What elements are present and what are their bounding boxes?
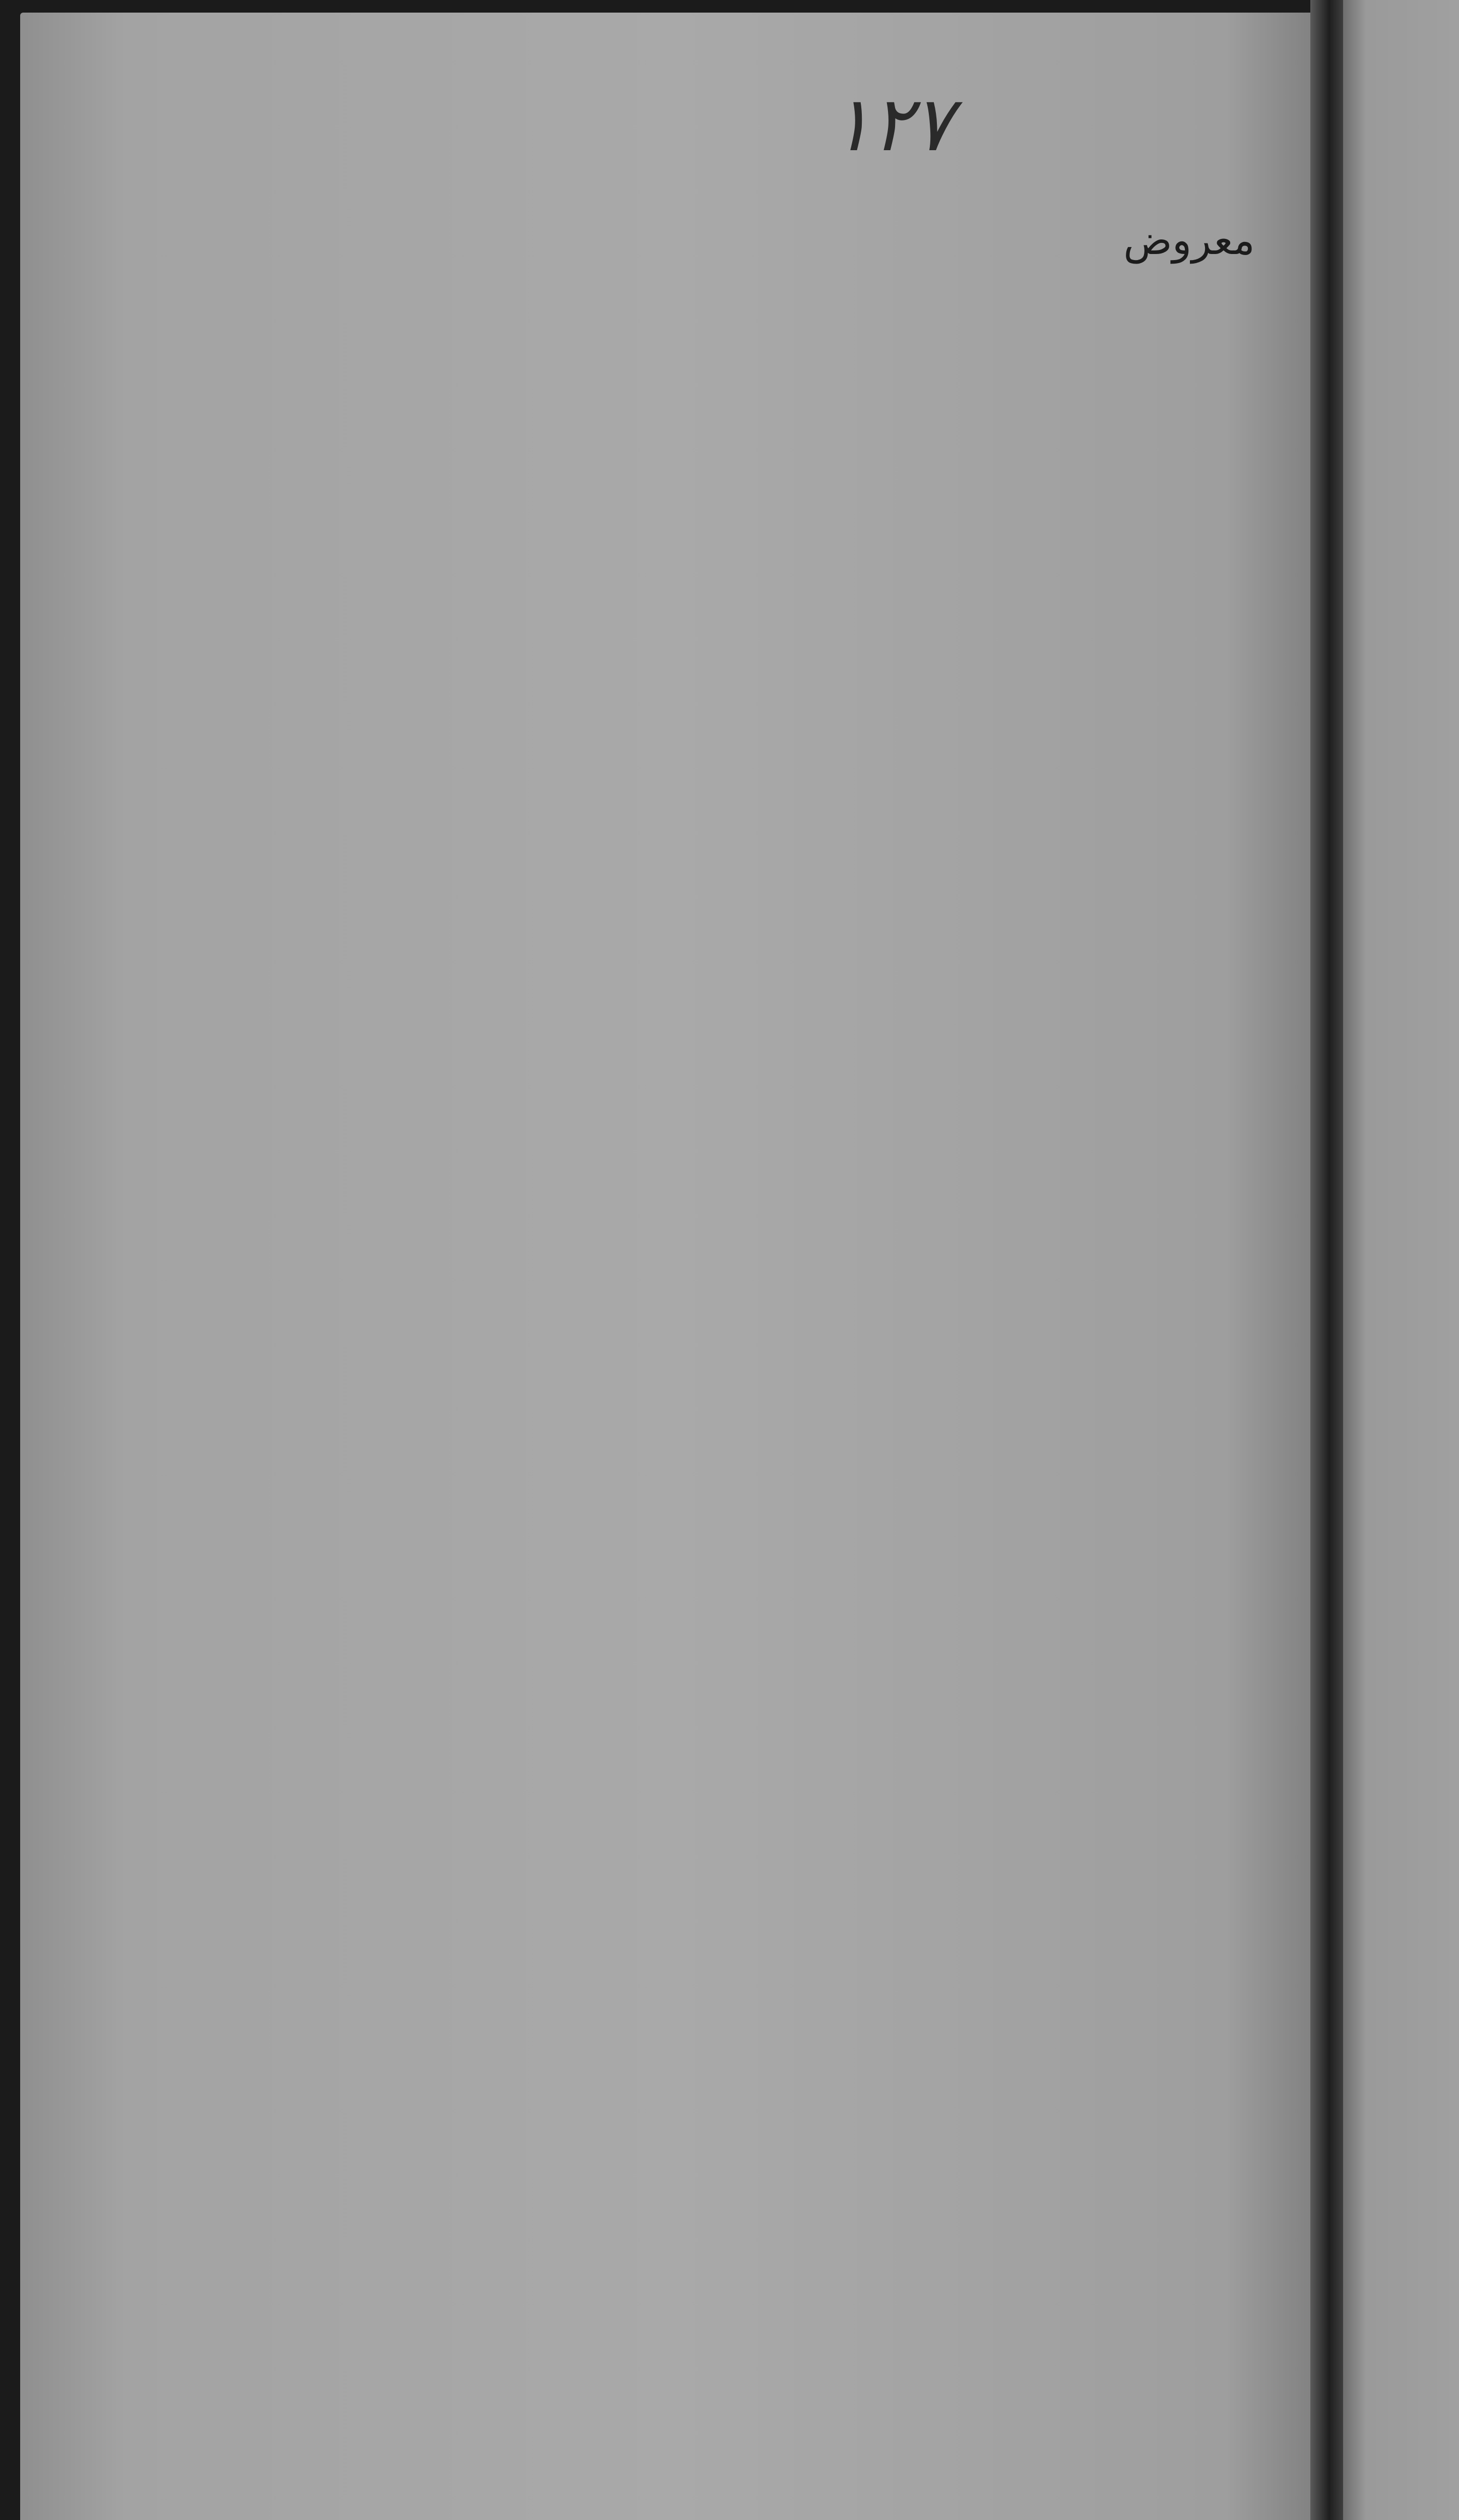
folio-number: ١٢٧: [831, 81, 953, 168]
main-text-block: [166, 267, 1275, 2520]
binding-gutter: [1310, 0, 1348, 2520]
document-heading: معروض: [1123, 217, 1255, 264]
facing-page-fragments: [1356, 212, 1456, 2520]
